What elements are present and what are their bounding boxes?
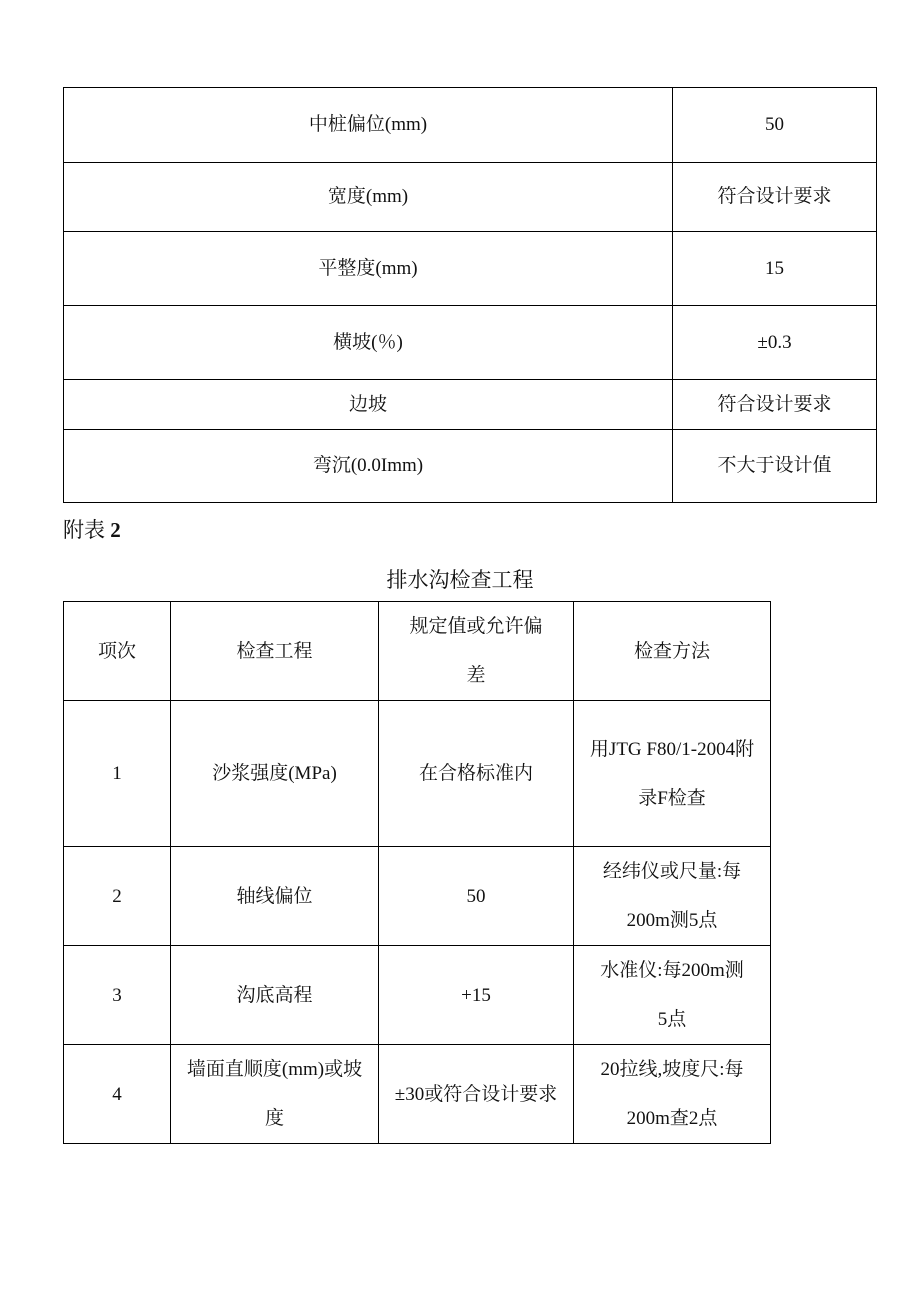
- item-cell: 宽度(mm): [64, 163, 673, 232]
- value-cell: ±0.3: [673, 306, 877, 380]
- table-row: [64, 232, 877, 306]
- appendix-prefix: 附表: [63, 518, 105, 542]
- row-no: 3: [64, 946, 171, 1045]
- table-2: [63, 601, 771, 1144]
- item-cell: 中桩偏位(mm): [64, 88, 673, 163]
- row-item: 轴线偏位: [171, 847, 379, 946]
- table-row: [64, 306, 877, 380]
- row-spec: ±30或符合设计要求: [379, 1045, 574, 1144]
- row-method: [574, 946, 771, 1045]
- item-cell: 边坡: [64, 380, 673, 430]
- table-row: [64, 380, 877, 430]
- item-cell: 平整度(mm): [64, 232, 673, 306]
- table-row: [64, 847, 771, 946]
- table-row: [64, 946, 771, 1045]
- table-row: [64, 430, 877, 503]
- row-method-text: 用JTG F80/1-2004附录F检查: [589, 738, 755, 809]
- header-no: 项次: [64, 602, 171, 701]
- row-spec: 50: [379, 847, 574, 946]
- appendix-number: 2: [110, 518, 121, 542]
- row-method-text: 经纬仪或尺量:每200m测5点: [602, 861, 742, 931]
- table-2-title: 排水沟检查工程: [386, 568, 534, 592]
- table-row: [64, 88, 877, 163]
- table-row: [64, 163, 877, 232]
- table-1: [63, 87, 877, 503]
- row-spec: +15: [379, 946, 574, 1045]
- row-no: 2: [64, 847, 171, 946]
- table-row: [64, 1045, 771, 1144]
- item-cell: 弯沉(0.0Imm): [64, 430, 673, 503]
- header-spec-text: 规定值或允许偏差: [409, 616, 543, 686]
- value-cell: 符合设计要求: [673, 163, 877, 232]
- appendix-heading: [63, 514, 121, 544]
- row-method: [574, 701, 771, 847]
- row-item-text: 墙面直顺度(mm)或坡度: [186, 1059, 363, 1129]
- row-item: 沙浆强度(MPa): [171, 701, 379, 847]
- header-method: 检查方法: [574, 602, 771, 701]
- row-no: 1: [64, 701, 171, 847]
- header-spec: [379, 602, 574, 701]
- table-row: [64, 701, 771, 847]
- value-cell: 不大于设计值: [673, 430, 877, 503]
- value-cell: 符合设计要求: [673, 380, 877, 430]
- row-item: 沟底高程: [171, 946, 379, 1045]
- row-method-text: 20拉线,坡度尺:每200m查2点: [600, 1059, 744, 1129]
- row-no: 4: [64, 1045, 171, 1144]
- value-cell: 50: [673, 88, 877, 163]
- row-spec: 在合格标准内: [379, 701, 574, 847]
- row-method: [574, 1045, 771, 1144]
- table-header-row: [64, 602, 771, 701]
- header-item: 检查工程: [171, 602, 379, 701]
- item-cell: 横坡(％): [64, 306, 673, 380]
- value-cell: 15: [673, 232, 877, 306]
- row-method-text: 水准仪:每200m测5点: [600, 960, 744, 1030]
- row-item: [171, 1045, 379, 1144]
- row-method: [574, 847, 771, 946]
